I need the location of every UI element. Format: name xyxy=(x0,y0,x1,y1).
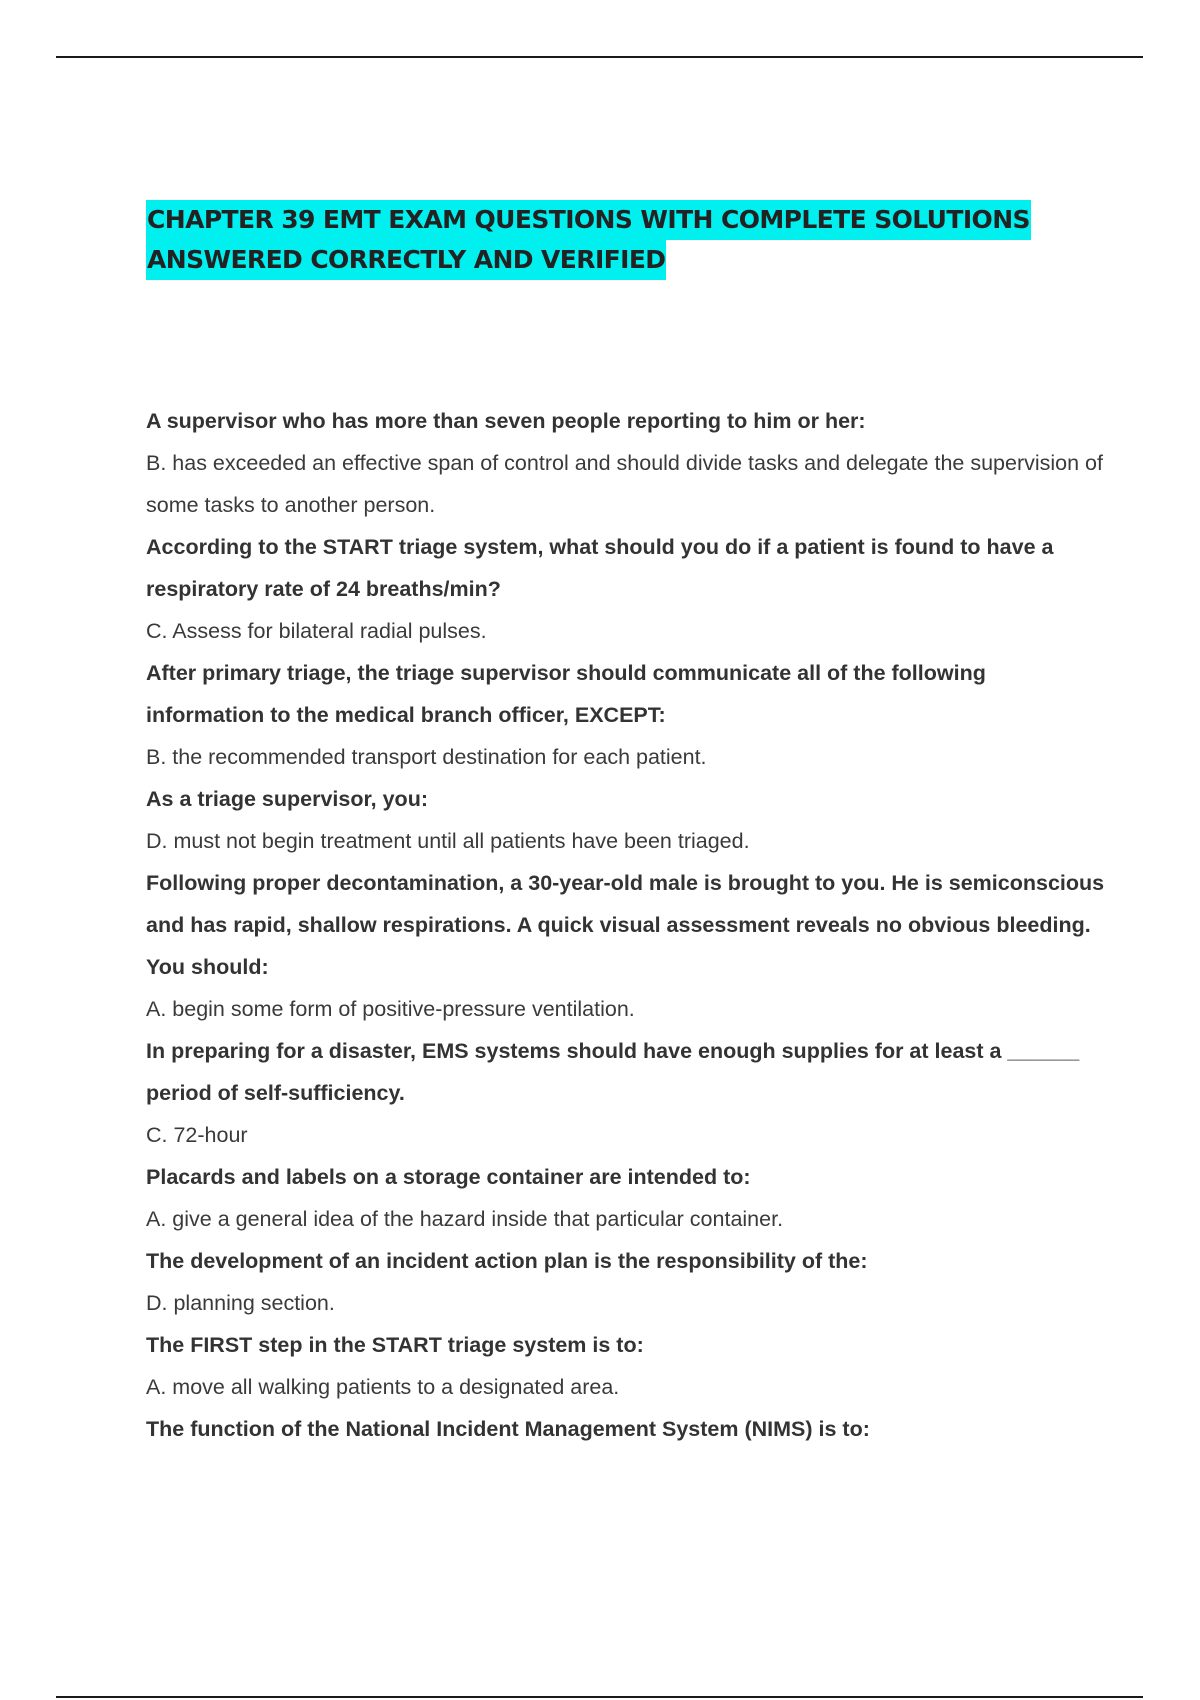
question-text: As a triage supervisor, you: xyxy=(146,787,428,811)
qa-item-4 xyxy=(146,778,1106,862)
answer-text: C. 72-hour xyxy=(146,1123,248,1147)
question-text: Following proper decontamination, a 30-year-old male is brought to you. He is semiconscious and has rapid, shallow respirations. A quick visual assessment reveals no obvious bleeding. You should: xyxy=(146,871,1105,979)
qa-item-7 xyxy=(146,1156,1106,1240)
question-text: In preparing for a disaster, EMS systems should have enough supplies for at least a ______ period of self-sufficiency. xyxy=(146,1039,1080,1105)
document-title xyxy=(146,200,1106,280)
qa-item-2 xyxy=(146,526,1106,652)
answer-text: B. the recommended transport destination for each patient. xyxy=(146,745,707,769)
question-text: The function of the National Incident Management System (NIMS) is to: xyxy=(146,1417,870,1441)
question-text: After primary triage, the triage supervisor should communicate all of the following information to the medical branch officer, EXCEPT: xyxy=(146,661,986,727)
qa-item-6 xyxy=(146,1030,1106,1156)
question-text: The FIRST step in the START triage system is to: xyxy=(146,1333,644,1357)
qa-item-8 xyxy=(146,1240,1106,1324)
qa-item-10 xyxy=(146,1408,1106,1450)
answer-text: B. has exceeded an effective span of control and should divide tasks and delegate the supervision of some tasks to another person. xyxy=(146,451,1103,517)
question-answer-list xyxy=(146,400,1106,1450)
answer-text: A. move all walking patients to a designated area. xyxy=(146,1375,620,1399)
answer-text: D. planning section. xyxy=(146,1291,335,1315)
title-line-1: CHAPTER 39 EMT EXAM QUESTIONS WITH COMPLETE SOLUTIONS xyxy=(146,200,1031,240)
answer-text: C. Assess for bilateral radial pulses. xyxy=(146,619,487,643)
title-line-2: ANSWERED CORRECTLY AND VERIFIED xyxy=(146,240,666,280)
footer-rule xyxy=(56,1696,1143,1698)
answer-text: A. give a general idea of the hazard inside that particular container. xyxy=(146,1207,784,1231)
question-text: A supervisor who has more than seven people reporting to him or her: xyxy=(146,409,866,433)
question-text: Placards and labels on a storage container are intended to: xyxy=(146,1165,751,1189)
qa-item-1 xyxy=(146,400,1106,526)
qa-item-9 xyxy=(146,1324,1106,1408)
question-text: The development of an incident action plan is the responsibility of the: xyxy=(146,1249,868,1273)
answer-text: D. must not begin treatment until all patients have been triaged. xyxy=(146,829,750,853)
qa-item-5 xyxy=(146,862,1106,1030)
qa-item-3 xyxy=(146,652,1106,778)
question-text: According to the START triage system, what should you do if a patient is found to have a respiratory rate of 24 breaths/min? xyxy=(146,535,1054,601)
answer-text: A. begin some form of positive-pressure ventilation. xyxy=(146,997,635,1021)
header-rule xyxy=(56,56,1143,58)
